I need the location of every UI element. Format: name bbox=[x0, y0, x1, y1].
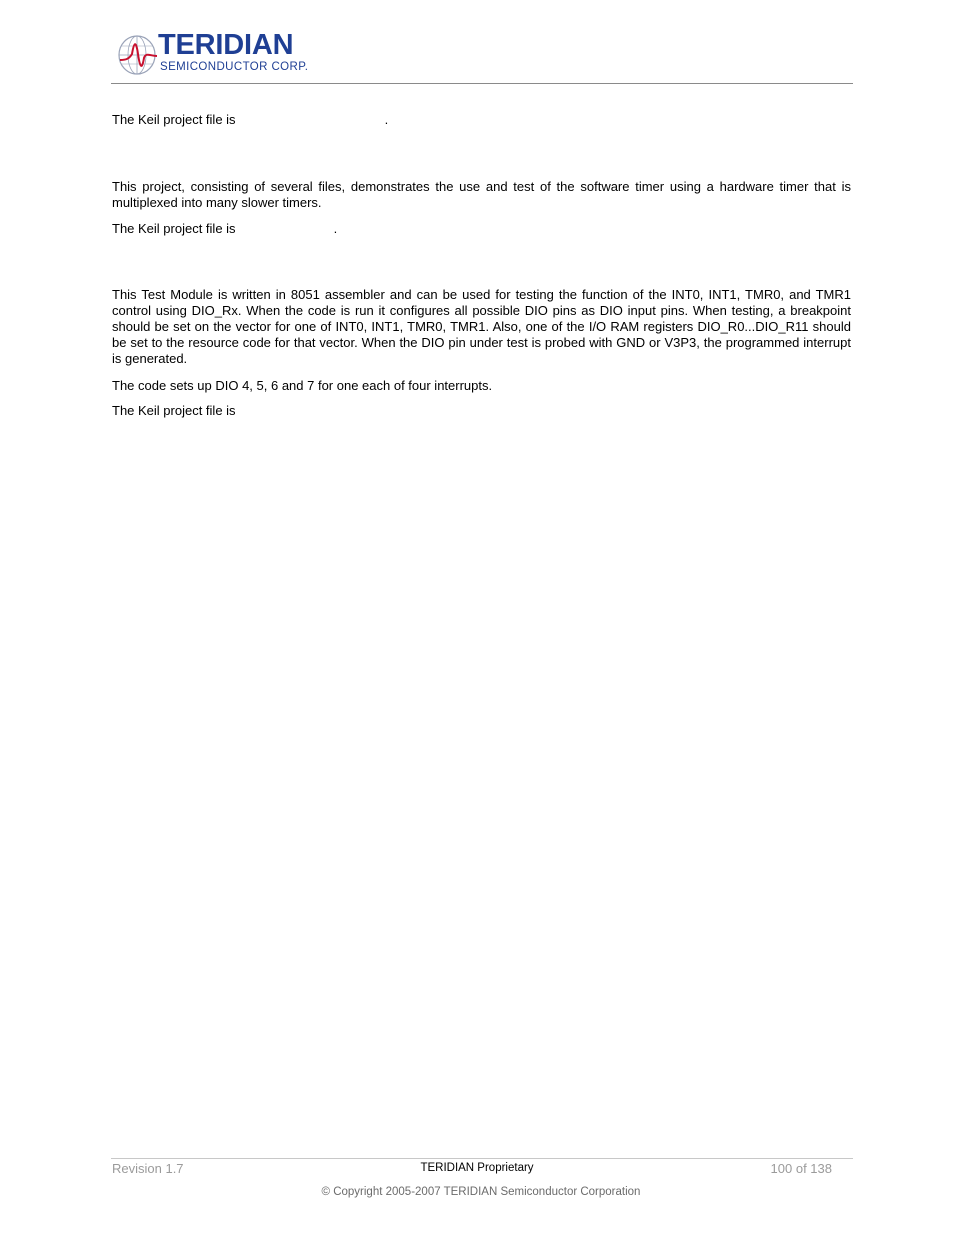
footer-revision: Revision 1.7 bbox=[112, 1161, 184, 1176]
footer-copyright: © Copyright 2005-2007 TERIDIAN Semiconductor Corporation bbox=[321, 1186, 641, 1198]
teridian-logo bbox=[117, 29, 317, 80]
oscilloscope-globe-icon bbox=[117, 32, 159, 78]
paragraph-text: The Keil project file is bbox=[112, 221, 236, 236]
header-divider bbox=[111, 83, 853, 84]
paragraph-keil-project-2 bbox=[112, 221, 851, 237]
paragraph-keil-project-1 bbox=[112, 112, 851, 128]
footer-divider bbox=[111, 1158, 853, 1159]
footer-page-number: 100 of 138 bbox=[770, 1161, 832, 1176]
paragraph-keil-project-3: The Keil project file is bbox=[112, 403, 236, 418]
paragraph-period: . bbox=[384, 112, 389, 127]
paragraph-dio-setup: The code sets up DIO 4, 5, 6 and 7 for one each of four interrupts. bbox=[112, 378, 493, 393]
paragraph-test-module: This Test Module is written in 8051 assembler and can be used for testing the function of the INT0, INT1, TMR0, and TMR1 control using DIO_Rx. When the code is run it configures all possible DIO pins as DIO input pins. When testing, a breakpoint should be set on the vector for one of INT0, INT1, TMR0, TMR1. Also, one of the I/O RAM registers DIO_R0...DIO_R11 should be set to the resource code for that vector. When the DIO pin under test is probed with GND or V3P3, the programmed interrupt is generated. bbox=[112, 287, 851, 366]
logo-subtitle: SEMICONDUCTOR CORP. bbox=[160, 61, 309, 73]
paragraph-period: . bbox=[333, 221, 338, 236]
paragraph-software-timer: This project, consisting of several files, demonstrates the use and test of the software timer using a hardware timer that is multiplexed into many slower timers. bbox=[112, 179, 851, 210]
footer-proprietary: TERIDIAN Proprietary bbox=[420, 1162, 534, 1174]
paragraph-text: The Keil project file is bbox=[112, 112, 236, 127]
logo-wordmark: TERIDIAN bbox=[158, 29, 294, 61]
